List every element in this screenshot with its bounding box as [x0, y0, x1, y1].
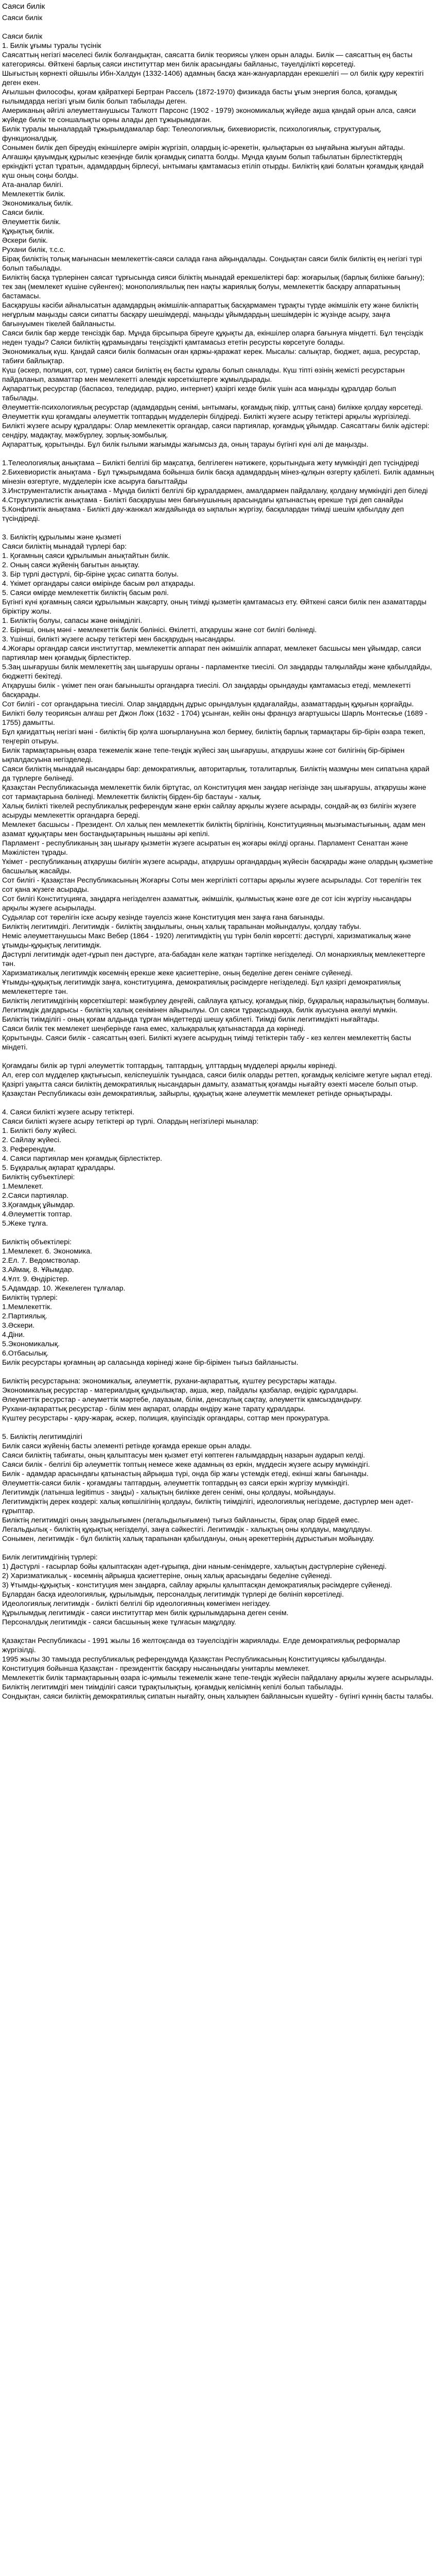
text-line: Экономикалық билік.	[2, 199, 73, 207]
text-line: Бүгінгі күні қоғамның саяси құрылымын жақсарту, оның тиімді қызметін қамтамасыз ету. Өйткені саяси билік пен азаматтарды біріктіру жолы.	[2, 598, 427, 615]
text-line: Әлеуметтік-саяси билік - қоғамдағы таптардың, әлеуметтік топтардың өз саяси еркін жүргізу мүмкіндігі.	[2, 1479, 350, 1487]
text-line: 1. Билікті бөлу жүйесі.	[2, 1126, 77, 1134]
text-line: 2.Саяси партиялар.	[2, 1191, 69, 1199]
text-line: Билік легитимдігінің түрлері:	[2, 1553, 98, 1561]
text-line: Әскери билік.	[2, 236, 48, 244]
text-line: Құрылымдық легитимдік - саяси институттар мен билік құрылымдарына деген сенім.	[2, 1608, 289, 1617]
text-line: Ұтымды-құқықтық легитимдік заңға, конституцияға, демократиялық рәсімдерге негізделеді. Бұл қазіргі демократиялық мемлекеттерге тән.	[2, 978, 400, 995]
text-line: Персоналдық легитимдік - саяси басшының жеке тұлғасын мақұлдау.	[2, 1618, 236, 1626]
text-line: Саяси билік тек мемлекет шеңберінде ғана емес, халықаралық қатынастарда да көрінеді.	[2, 1024, 306, 1032]
text-line: Бұл қағидаттың негізгі мәні - биліктің бір қолға шоғырлануына жол бермеу, биліктің барлық тармақтары бір-бірін өзара тежеп, теңгеріп отыруы.	[2, 727, 426, 745]
text-line: Судьялар сот төрелігін іске асыру кезінде тәуелсіз және Конституция мен заңға ғана бағынады.	[2, 913, 325, 921]
text-line: Мемлекеттік билік тармақтарының өзара іс-қимылы тежемелік және тепе-теңдік жүйесін пайдалану арқылы жүзеге асырылады.	[2, 1673, 434, 1682]
blank-line	[2, 1422, 434, 1432]
text-line: 3.Аймақ. 8. Ұйымдар.	[2, 1265, 74, 1274]
document-title: Саяси билік	[2, 2, 45, 11]
document	[0, 1, 436, 1701]
text-line: Мемлекет басшысы - Президент. Ол халық пен мемлекеттік биліктің бірлігінің, Конституцияның мызғымастығының, адам мен азамат құқықтары мен бостандықтарының нышаны әрі кепілі.	[2, 820, 426, 838]
text-line: Идеологиялық легитимдік - билікті белгілі бір идеологияның көмегімен негіздеу.	[2, 1599, 271, 1607]
text-line: 4.Әлеуметтік топтар.	[2, 1210, 72, 1218]
text-line: Билікті бөлу теориясын алғаш рет Джон Локк (1632 - 1704) ұсынған, кейін оны француз ағартушысы Шарль Монтескье (1689 - 1755) дамытты.	[2, 709, 428, 726]
text-line: Құқықтық билік.	[2, 227, 55, 235]
text-line: 2.Партиялық.	[2, 1312, 47, 1320]
text-line: Қазақстан Республикасы - 1991 жылы 16 желтоқсанда өз тәуелсіздігін жариялады. Елде демократиялық реформалар жүргізілді.	[2, 1636, 400, 1654]
text-line: Биліктің ресурстарына: экономикалық, әлеуметтік, рухани-ақпараттық, күштеу ресурстары жатады.	[2, 1377, 337, 1385]
text-line: Саяси биліктің мынадай түрлері бар:	[2, 542, 127, 550]
text-line: 5.Конфликтік анықтама - Билікті дау-жанжал жағдайында өз ықпалын жүргізу, басқалардан тиімді шешім қабылдау деп түсіндіреді.	[2, 505, 404, 522]
text-line: Әлеуметтік ресурстар - әлеуметтік мәртебе, лауазым, білім, денсаулық сақтау, әлеуметтік қамсыздандыру.	[2, 1395, 362, 1403]
text-line: Биліктің субъектілері:	[2, 1173, 75, 1181]
text-line: Сот билігі - Қазақстан Республикасының Жоғарғы Соты мен жергілікті соттары арқылы жүзеге асырылады. Сот төрелігін тек сот қана жүзеге асырады.	[2, 876, 422, 893]
text-line: Басқарушы кәсіби айналысатын адамдардың әкімшілік-аппараттық басқармамен тұрақты түрде әкімшілік ету және биліктің неғұрлым маңызды саяси сипатты басқару шешімдерді, маңызды ұйымдардың шешімдерін іс жүзінде асыру, заңға бағынуымен тікелей байланысты.	[2, 301, 418, 328]
text-line: 1.Мемлекет. 6. Экономика.	[2, 1247, 93, 1255]
text-line: 5.Адамдар. 10. Жекелеген тұлғалар.	[2, 1284, 126, 1292]
text-line: Саясаттың негізгі мәселесі билік болғандықтан, саясатта билік теориясы үлкен орын алады. Билік — саясаттың ең басты категориясы. Өйткені барлық саяси институттар мен билік арасындағы байланыс, тәуелділікті көрсетеді.	[2, 50, 413, 68]
text-line: 5.Экономикалық.	[2, 1340, 60, 1348]
text-line: Шығыстың көрнекті ойшылы Ибн-Халдун (1332-1406) адамның басқа жан-жануарлардан ерекшелігі — ол билік құру керектігі деген екен.	[2, 69, 424, 87]
text-line: Сонымен, легитимдік - бұл биліктің халық тарапынан қабылдануы, оның әрекеттерінің дұрыстығын мойындау.	[2, 1534, 375, 1543]
text-line: 1) Дәстүрлі - ғасырлар бойы қалыптасқан әдет-ғұрыпқа, діни наным-сенімдерге, халықтың дәстүрлеріне сүйенеді.	[2, 1562, 387, 1570]
text-line: Саяси билікті жүзеге асыру тетіктері әр түрлі. Олардың негізгілері мыналар:	[2, 1117, 259, 1125]
blank-line	[2, 449, 434, 458]
text-line: 2.Бихевиористік анықтама - Бұл тұжырымдама бойынша билік басқа адамдардың мінез-құлқын өзгерту қабілеті. Билік адамның мінезін өзгертуге, мүдделерін іске асыруға бағыттайды	[2, 468, 434, 485]
text-line: Легальдылық - биліктің құқықтық негізделуі, заңға сәйкестігі. Легитимдік - халықтың оны қолдауы, мақұлдауы.	[2, 1525, 372, 1533]
text-line: 2. Сайлау жүйесі.	[2, 1136, 61, 1144]
text-line: 6.Отбасылық.	[2, 1349, 49, 1357]
text-line: 1.Телеологиялық анықтама – Билікті белгілі бір мақсатқа, белгілеген нәтижеге, қорытындыға жету мүмкіндігі деп түсіндіреді	[2, 459, 420, 467]
text-line: Биліктің тиімділігі - оның қоғам алдында тұрған міндеттерді шешу қабілеті. Тиімді билік легитимдікті нығайтады.	[2, 1015, 379, 1023]
text-line: 3.Әскери.	[2, 1321, 35, 1329]
text-line: 3. Бір түрлі дәстүрлі, бір-біріне ұқсас сипатта болуы.	[2, 570, 179, 578]
text-line: Қоғамдағы билік әр түрлі әлеуметтік топтардың, таптардың, ұлттардың мүдделері арқылы көрінеді.	[2, 1061, 337, 1070]
text-line: Американың әйгілі әлеуметтанушысы Талкотт Парсонс (1902 - 1979) экономикалық жүйеде ақша қандай орын алса, саяси жүйеде билік те соншалықты орны алады деп тұжырымдаған.	[2, 106, 416, 124]
text-line: Саяси билік - белгілі бір әлеуметтік топтың немесе жеке адамның өз еркін, мүддесін жүзеге асыру мүмкіндігі.	[2, 1460, 370, 1468]
text-line: Билік саяси жүйенің басты элементі ретінде қоғамда ерекше орын алады.	[2, 1442, 252, 1450]
text-line: Алғашқы қауымдық құрылыс кезеңінде билік қоғамдық сипатта болды. Мұнда қауым болып табылатын бірлестіктердің еркіндікті ұстап тұратын, адамдардың бірлесуі, ынтымағы қамтамасыз етіліп отырды. Биліктің қаиі болатын қоғамдық қандай күш оның соңы болды.	[2, 152, 424, 179]
text-line: Экономикалық күш. Қандай саяси билік болмасын оған қаржы-қаражат керек. Мысалы: салықтар, бюджет, ақша, ресурстар, табиғи байлықтар.	[2, 347, 421, 365]
text-line: Ақпараттық ресурстар (баспасөз, теледидар, радио, интернет) қазіргі кезде билік үшін аса маңызды құралдар болып табылады.	[2, 384, 396, 402]
text-line: Күштеу ресурстары - қару-жарақ, әскер, полиция, қауіпсіздік органдары, соттар мен прокуратура.	[2, 1414, 330, 1422]
text-line: 1.Мемлекет.	[2, 1182, 43, 1190]
text-line: Әлеуметтік күш қоғамдағы әлеуметтік топтардың мүдделерін білдіреді. Билікті жүзеге асыру тетіктері арқылы жүргізіледі.	[2, 412, 411, 420]
text-line: Конституция бойынша Қазақстан - президенттік басқару нысанындағы унитарлы мемлекет.	[2, 1664, 310, 1672]
text-line: Харизматикалық легитимдік көсемнің ерекше жеке қасиеттеріне, оның беделіне деген сенімге сүйенеді.	[2, 969, 353, 977]
text-line: Биліктің легитимдігі. Легитимдік - биліктің заңдылығы, оның халық тарапынан мойындалуы, қолдау табуы.	[2, 922, 361, 930]
text-line: Саяси билік бар жерде тенсіздік бар. Мұнда бірсыпыра біреуге құқықты да, екіншілер оларға бағынуға міндетті. Бұл теңсіздік неден туады? Саяси биліктің құрамындағы теңсіздікті қамтамасыз ететін ресурсты көрсетуге болады.	[2, 329, 423, 346]
text-line: Саяси билік	[2, 32, 43, 40]
text-line: Мемлекеттік билік.	[2, 190, 65, 198]
text-line: Биліктің легитимдігінің көрсеткіштері: мәжбүрлеу деңгейі, сайлауға қатысу, қоғамдық пікір, бұқаралық наразылықтың болмауы.	[2, 996, 429, 1005]
text-line: Дәстүрлі легитимдік әдет-ғұрып пен дәстүрге, ата-бабадан келе жатқан тәртіпке негізделеді. Ол монархиялық мемлекеттерге тән.	[2, 950, 426, 968]
text-line: 5. Бұқаралық ақпарат құралдары.	[2, 1163, 116, 1172]
text-line: 4.Жоғары органдар саяси институттар, мемлекеттік аппарат пен әкімшілік аппарат, мемлекет басшысы мен ұйымдар, саяси партиялар мен қоғамдық бірлестіктер.	[2, 644, 421, 662]
text-line: Сонымен билік деп біреудің екіншілерге әмірін жүргізіп, олардың іс-әрекетін, қылықтарын өз ыңғайына жығуын айтады.	[2, 143, 405, 151]
text-line: 4. Саяси билікті жүзеге асыру тетіктері.	[2, 1108, 134, 1116]
text-line: Әлеуметтік-психологиялық ресурстар (адамдардың сенімі, ынтымағы, қоғамдық пікір, ұлттық сана) билікке қолдау көрсетеді.	[2, 403, 423, 411]
text-line: 1. Биліктің болуы, сапасы және өнімділігі.	[2, 616, 143, 624]
text-line: 2.Ел. 7. Ведомстволар.	[2, 1256, 80, 1264]
text-line: Рухани-ақпараттық ресурстар - білім мен ақпарат, оларды өндіру және тарату құралдары.	[2, 1404, 306, 1413]
text-line: Легитимдіктің дерек көздері: халық көпшілігінің қолдауы, биліктің тиімділігі, идеологиялық негіздеме, дәстүрлер мен әдет-ғұрыптар.	[2, 1497, 413, 1515]
text-line: 3. Референдум.	[2, 1145, 56, 1153]
text-line: 1. Қоғамның саяси құрылымын анықтайтын билік.	[2, 551, 170, 560]
blank-line	[2, 1052, 434, 1061]
text-line: 1. Билік ұғымы туралы түсінік	[2, 41, 101, 49]
text-line: 3.Инструменталистік анықтама - Мұнда билікті белгілі бір құралдармен, амалдармен пайдалану, қолдану мүмкіндігі деп біледі	[2, 486, 428, 495]
text-line: Сондықтан, саяси биліктің демократиялық сипатын нығайту, оның халықпен байланысын күшейту - бүгінгі күннің басты талабы.	[2, 1692, 434, 1700]
text-line: Билік тармақтарының өзара тежемелік және тепе-теңдік жүйесі заң шығарушы, атқарушы және сот билігінің бір-бірімен ықпалдасуына негізделеді.	[2, 746, 405, 764]
text-line: Әлеуметтік билік.	[2, 217, 61, 226]
text-line: 5. Саяси өмірде мемлекеттік биліктің басым рөлі.	[2, 588, 169, 597]
text-line: 1995 жылы 30 тамызда республикалық референдумда Қазақстан Республикасының Конституциясы қабылданды.	[2, 1655, 387, 1663]
text-line: Биліктің объектілері:	[2, 1238, 72, 1246]
blank-line	[2, 1367, 434, 1376]
text-line: 4.Структуралистік анықтама - Билікті басқарушы мен бағынушының арасындағы қатынастың ерекше түрі деп санайды	[2, 496, 403, 504]
text-line: 4.Ұлт. 9. Өндірістер.	[2, 1275, 69, 1283]
text-line: Билік - адамдар арасындағы қатынастың айрықша түрі, онда бір жағы үстемдік етеді, екінші жағы бағынады.	[2, 1469, 369, 1478]
text-line: 2. Бірінші, оның мәні - мемлекеттік билік бөлінісі. Өкілетті, атқарушы және сот билігі бөлінеді.	[2, 625, 317, 634]
text-line: Саяси биліктің табиғаты, оның қалыптасуы мен қызмет етуі көптеген ғалымдардың назарын аударып келді.	[2, 1451, 365, 1459]
text-line: 5.Заң шығарушы билік мемлекеттің заң шығарушы органы - парламентке тиесілі. Ол заңдарды талқылайды және қабылдайды, бюджетті бекітеді.	[2, 663, 432, 680]
text-line: 3. Үшінші, билікті жүзеге асыру тетіктері мен басқарудың нысандары.	[2, 635, 236, 643]
text-line: Бірақ биліктің толық мағынасын мемлекеттік-саяси салада ғана айқындалады. Сондықтан саяси билік биліктің ең негізгі түрі болып табылады.	[2, 255, 422, 272]
text-line: Қазіргі уақытта саяси биліктің демократиялық нысандарын дамыту, азаматтық қоғамды нығайту өзекті мәселе болып отыр.	[2, 1080, 418, 1088]
document-body	[2, 13, 434, 1701]
text-line: 4.Діни.	[2, 1330, 25, 1338]
text-line: Сот билігі Конституцияға, заңдарға негізделген азаматтық, әкімшілік, қылмыстық және өзге де сот ісін жүргізу нысандары арқылы жүзеге асырылады.	[2, 894, 412, 912]
blank-line	[2, 523, 434, 532]
text-line: Неміс әлеуметтанушысы Макс Вебер (1864 - 1920) легитимдіктің үш түрін бөліп көрсетті: дәстүрлі, харизматикалық және ұтымды-құқықтық легитимдік.	[2, 931, 411, 949]
text-line: Биліктің басқа түрлерінен саясат тұрғысында сияси біліктің мынадай ерекшеліктері бар: жоғарылық (барлық билікке бағыну); тек заң (мемлекет күшіне сүйенген); монополиялылық пен нақты жариялық болуы, мемлекеттік басқару аппаратының бастамасы.	[2, 273, 425, 300]
text-line: Атқарушы билік - үкімет пен оған бағынышты органдарға тиесілі. Ол заңдарды орындауды қамтамасыз етеді, мемлекетті басқарады.	[2, 681, 411, 699]
blank-line	[2, 1543, 434, 1552]
text-line: Ақпараттық, қорытынды. Бұл билік ғылыми жағымды жағымсыз да, оның тарауы бүгінгі күні әлі де маңызды.	[2, 440, 369, 448]
text-line: 4. Үкімет органдары саяси өмірінде басым рөл атқарады.	[2, 579, 196, 587]
text-line: Парламент - республиканың заң шығару қызметін жүзеге асыратын ең жоғары өкілді органы. Парламент Сенаттан және Мәжілістен тұрады.	[2, 839, 408, 856]
text-line: 2. Оның саяси жүйенің бағытын анықтау.	[2, 561, 139, 569]
text-line: Легитимдік дағдарысы - биліктің халық сенімінен айырылуы. Ол саяси тұрақсыздыққа, билік ауысуына әкелуі мүмкін.	[2, 1006, 398, 1014]
text-line: Сот билігі - сот органдарына тиесілі. Олар заңдардың дұрыс орындалуын қадағалайды, азаматтардың құқығын қорғайды.	[2, 700, 414, 708]
text-line: Ағылшын философы, қоғам қайраткері Бертран Рассель (1872-1970) физикада басты ұғым энергия болса, қоғамдық ғылымдарда негізгі ұғым билік болып табылады деген.	[2, 88, 397, 105]
text-line: 5.Жеке тұлға.	[2, 1219, 48, 1227]
text-line: 2) Харизматикалық - көсемнің айрықша қасиеттеріне, оның халық арасындағы беделіне сүйенеді.	[2, 1571, 332, 1580]
text-line: Қорытынды. Саяси билік - саясаттың өзегі. Билікті жүзеге асырудың тиімді тетіктерін табу - кез келген мемлекеттің басты міндеті.	[2, 1033, 411, 1051]
text-line: 5. Биліктің легитимділігі	[2, 1432, 82, 1440]
text-line: Ата-аналар билігі.	[2, 180, 63, 189]
text-line: Қазақстан Республикасында мемлекеттік билік біртұтас, ол Конституция мен заңдар негізінде заң шығарушы, атқарушы және сот тармақтарына бөлінеді. Мемлекеттік биліктің бірден-бір бастауы - халық.	[2, 783, 427, 801]
text-line: Легитимдік (латынша legitimus - заңды) - халықтың билікке деген сенімі, оны қолдауы, мойындауы.	[2, 1488, 336, 1496]
text-line: 1.Мемлекеттік.	[2, 1302, 53, 1311]
blank-line	[2, 22, 434, 31]
text-line: 3. Биліктің құрылымы және қызметі	[2, 533, 121, 541]
text-line: Билік ресурстары қоғамның әр саласында көрінеді және бір-бірімен тығыз байланысты.	[2, 1358, 299, 1366]
text-line: Биліктің легитимдігі мен тиімділігі саяси тұрақтылықтың, қоғамдық келісімнің кепілі болып табылады.	[2, 1683, 343, 1691]
text-line: Биліктің түрлері:	[2, 1293, 58, 1301]
text-line: Рухани билік, т.с.с.	[2, 245, 65, 253]
text-line: Саяси билік	[2, 13, 43, 22]
text-line: Саяси биліктің мынадай нысандары бар: демократиялық, авторитарлық, тоталитарлық. Биліктің мазмұны мен сипатына қарай да түрлерге бөлінеді.	[2, 765, 430, 782]
text-line: 3.Қоғамдық ұйымдар.	[2, 1200, 75, 1209]
text-line: Күш (әскер, полиция, сот, түрме) саяси биліктің ең басты құралы болып саналады. Күш тіпті өзінің жемісті ресурстарын пайдаланып, азаматтар мен мемлекетті әлемдік көрсеткіштерге жұмылдырады.	[2, 366, 405, 383]
text-line: Билікті жүзеге асыру құралдары: Олар мемлекеттік органдар, саяси партиялар, қоғамдық ұйымдар. Саясаттағы билік әдістері: сендіру, мадақтау, мәжбүрлеу, зорлық-зомбылық.	[2, 421, 430, 439]
text-line: Билік туралы мыналардай тұжырымдамалар бар: Телеологиялық, бихевиористік, психологиялық, структуралық, функционалдық.	[2, 125, 381, 142]
text-line: 4. Саяси партиялар мен қоғамдық бірлестіктер.	[2, 1154, 162, 1162]
text-line: Саяси билік.	[2, 208, 45, 216]
text-line: Үкімет - республиканың атқарушы билігін жүзеге асырады, атқарушы органдардың жүйесін басқарады және олардың қызметіне басшылық жасайды.	[2, 857, 433, 875]
text-line: Экономикалық ресурстар - материалдық құндылықтар, ақша, жер, пайдалы қазбалар, өндіріс құралдары.	[2, 1386, 358, 1394]
blank-line	[2, 1626, 434, 1636]
text-line: Халық билікті тікелей республикалық референдум және еркін сайлау арқылы жүзеге асырады, сондай-ақ өз билігін жүзеге асыруды мемлекеттік органдарға береді.	[2, 802, 416, 819]
text-line: 3) Ұтымды-құқықтық - конституция мен заңдарға, сайлау арқылы қалыптасқан демократиялық рәсімдерге сүйенеді.	[2, 1581, 392, 1589]
text-line: Биліктің легитимдігі оның заңдылығымен (легальдылығымен) тығыз байланысты, бірақ олар бірдей емес.	[2, 1516, 360, 1524]
text-line: Қазақстан Республикасы өзін демократиялық, зайырлы, құқықтық және әлеуметтік мемлекет ретінде орнықтырады.	[2, 1089, 393, 1097]
blank-line	[2, 1228, 434, 1237]
text-line: Бұлардан басқа идеологиялық, құрылымдық, персоналдық легитимдік түрлері де бөлініп көрсетіледі.	[2, 1590, 344, 1598]
text-line: Ал, егер сол мүдделер қақтығысып, келіспеушілік туындаса, саяси билік оларды реттеп, қоғамдық келісімге жетуге ықпал етеді.	[2, 1071, 432, 1079]
blank-line	[2, 1098, 434, 1107]
